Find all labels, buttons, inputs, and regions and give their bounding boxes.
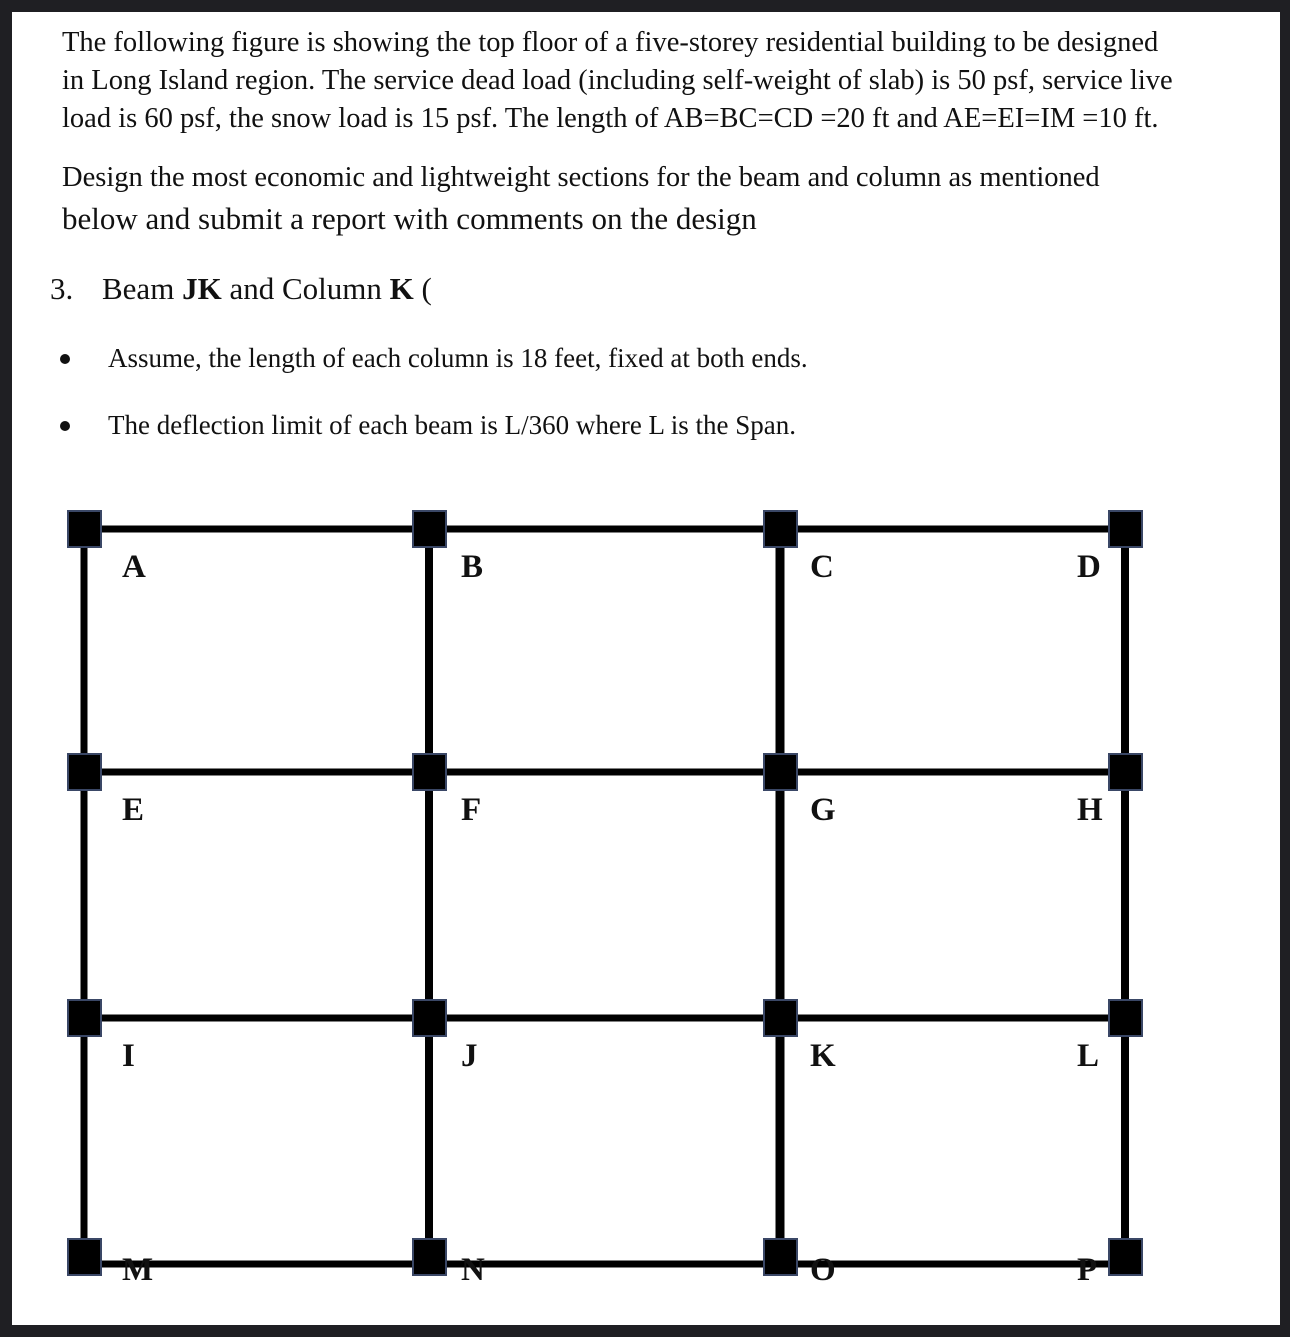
task-line-1: Design the most economic and lightweight sections for the beam and column as mentioned [62, 162, 1100, 193]
node-label-j: J [461, 1038, 478, 1074]
node-p [1109, 1239, 1142, 1275]
node-label-k: K [810, 1038, 836, 1074]
node-label-h: H [1077, 792, 1103, 828]
intro-line-3: load is 60 psf, the snow load is 15 psf. The length of AB=BC=CD =20 ft and AE=EI=IM =10 ft. [62, 103, 1159, 134]
item-suffix: ( [413, 271, 432, 306]
node-label-l: L [1077, 1038, 1100, 1074]
task-line-2: below and submit a report with comments on the design [62, 201, 757, 236]
node-c [764, 511, 797, 547]
node-label-i: I [122, 1038, 135, 1074]
intro-line-1: The following figure is showing the top floor of a five-storey residential building to be designed [62, 27, 1159, 58]
node-label-f: F [461, 792, 482, 828]
node-g [764, 754, 797, 790]
node-d [1109, 511, 1142, 547]
node-label-c: C [810, 549, 834, 585]
document-page [12, 12, 1280, 1325]
node-e [68, 754, 101, 790]
bullet-text: The deflection limit of each beam is L/360 where L is the Span. [108, 410, 797, 440]
node-i [68, 1000, 101, 1036]
node-f [413, 754, 446, 790]
floor-plan-grid [12, 12, 1280, 1325]
node-b [413, 511, 446, 547]
node-label-b: B [461, 549, 484, 585]
node-label-a: A [122, 549, 146, 585]
node-k [764, 1000, 797, 1036]
node-l [1109, 1000, 1142, 1036]
item-mid: and Column [221, 271, 390, 306]
node-label-e: E [122, 792, 145, 828]
node-label-g: G [810, 792, 836, 828]
item-prefix: Beam [102, 271, 183, 306]
node-label-p: P [1077, 1252, 1098, 1288]
node-label-o: O [810, 1252, 836, 1288]
node-label-d: D [1077, 549, 1101, 585]
item-beam: JK [182, 271, 222, 306]
node-h [1109, 754, 1142, 790]
node-label-n: N [461, 1252, 485, 1288]
node-a [68, 511, 101, 547]
node-j [413, 1000, 446, 1036]
intro-line-2: in Long Island region. The service dead load (including self-weight of slab) is 50 psf, service live [62, 65, 1173, 96]
node-label-m: M [122, 1252, 154, 1288]
node-m [68, 1239, 101, 1275]
node-o [764, 1239, 797, 1275]
item-column: K [389, 271, 414, 306]
item-number: 3. [50, 271, 74, 306]
bullet-text: Assume, the length of each column is 18 feet, fixed at both ends. [108, 343, 808, 373]
node-n [413, 1239, 446, 1275]
